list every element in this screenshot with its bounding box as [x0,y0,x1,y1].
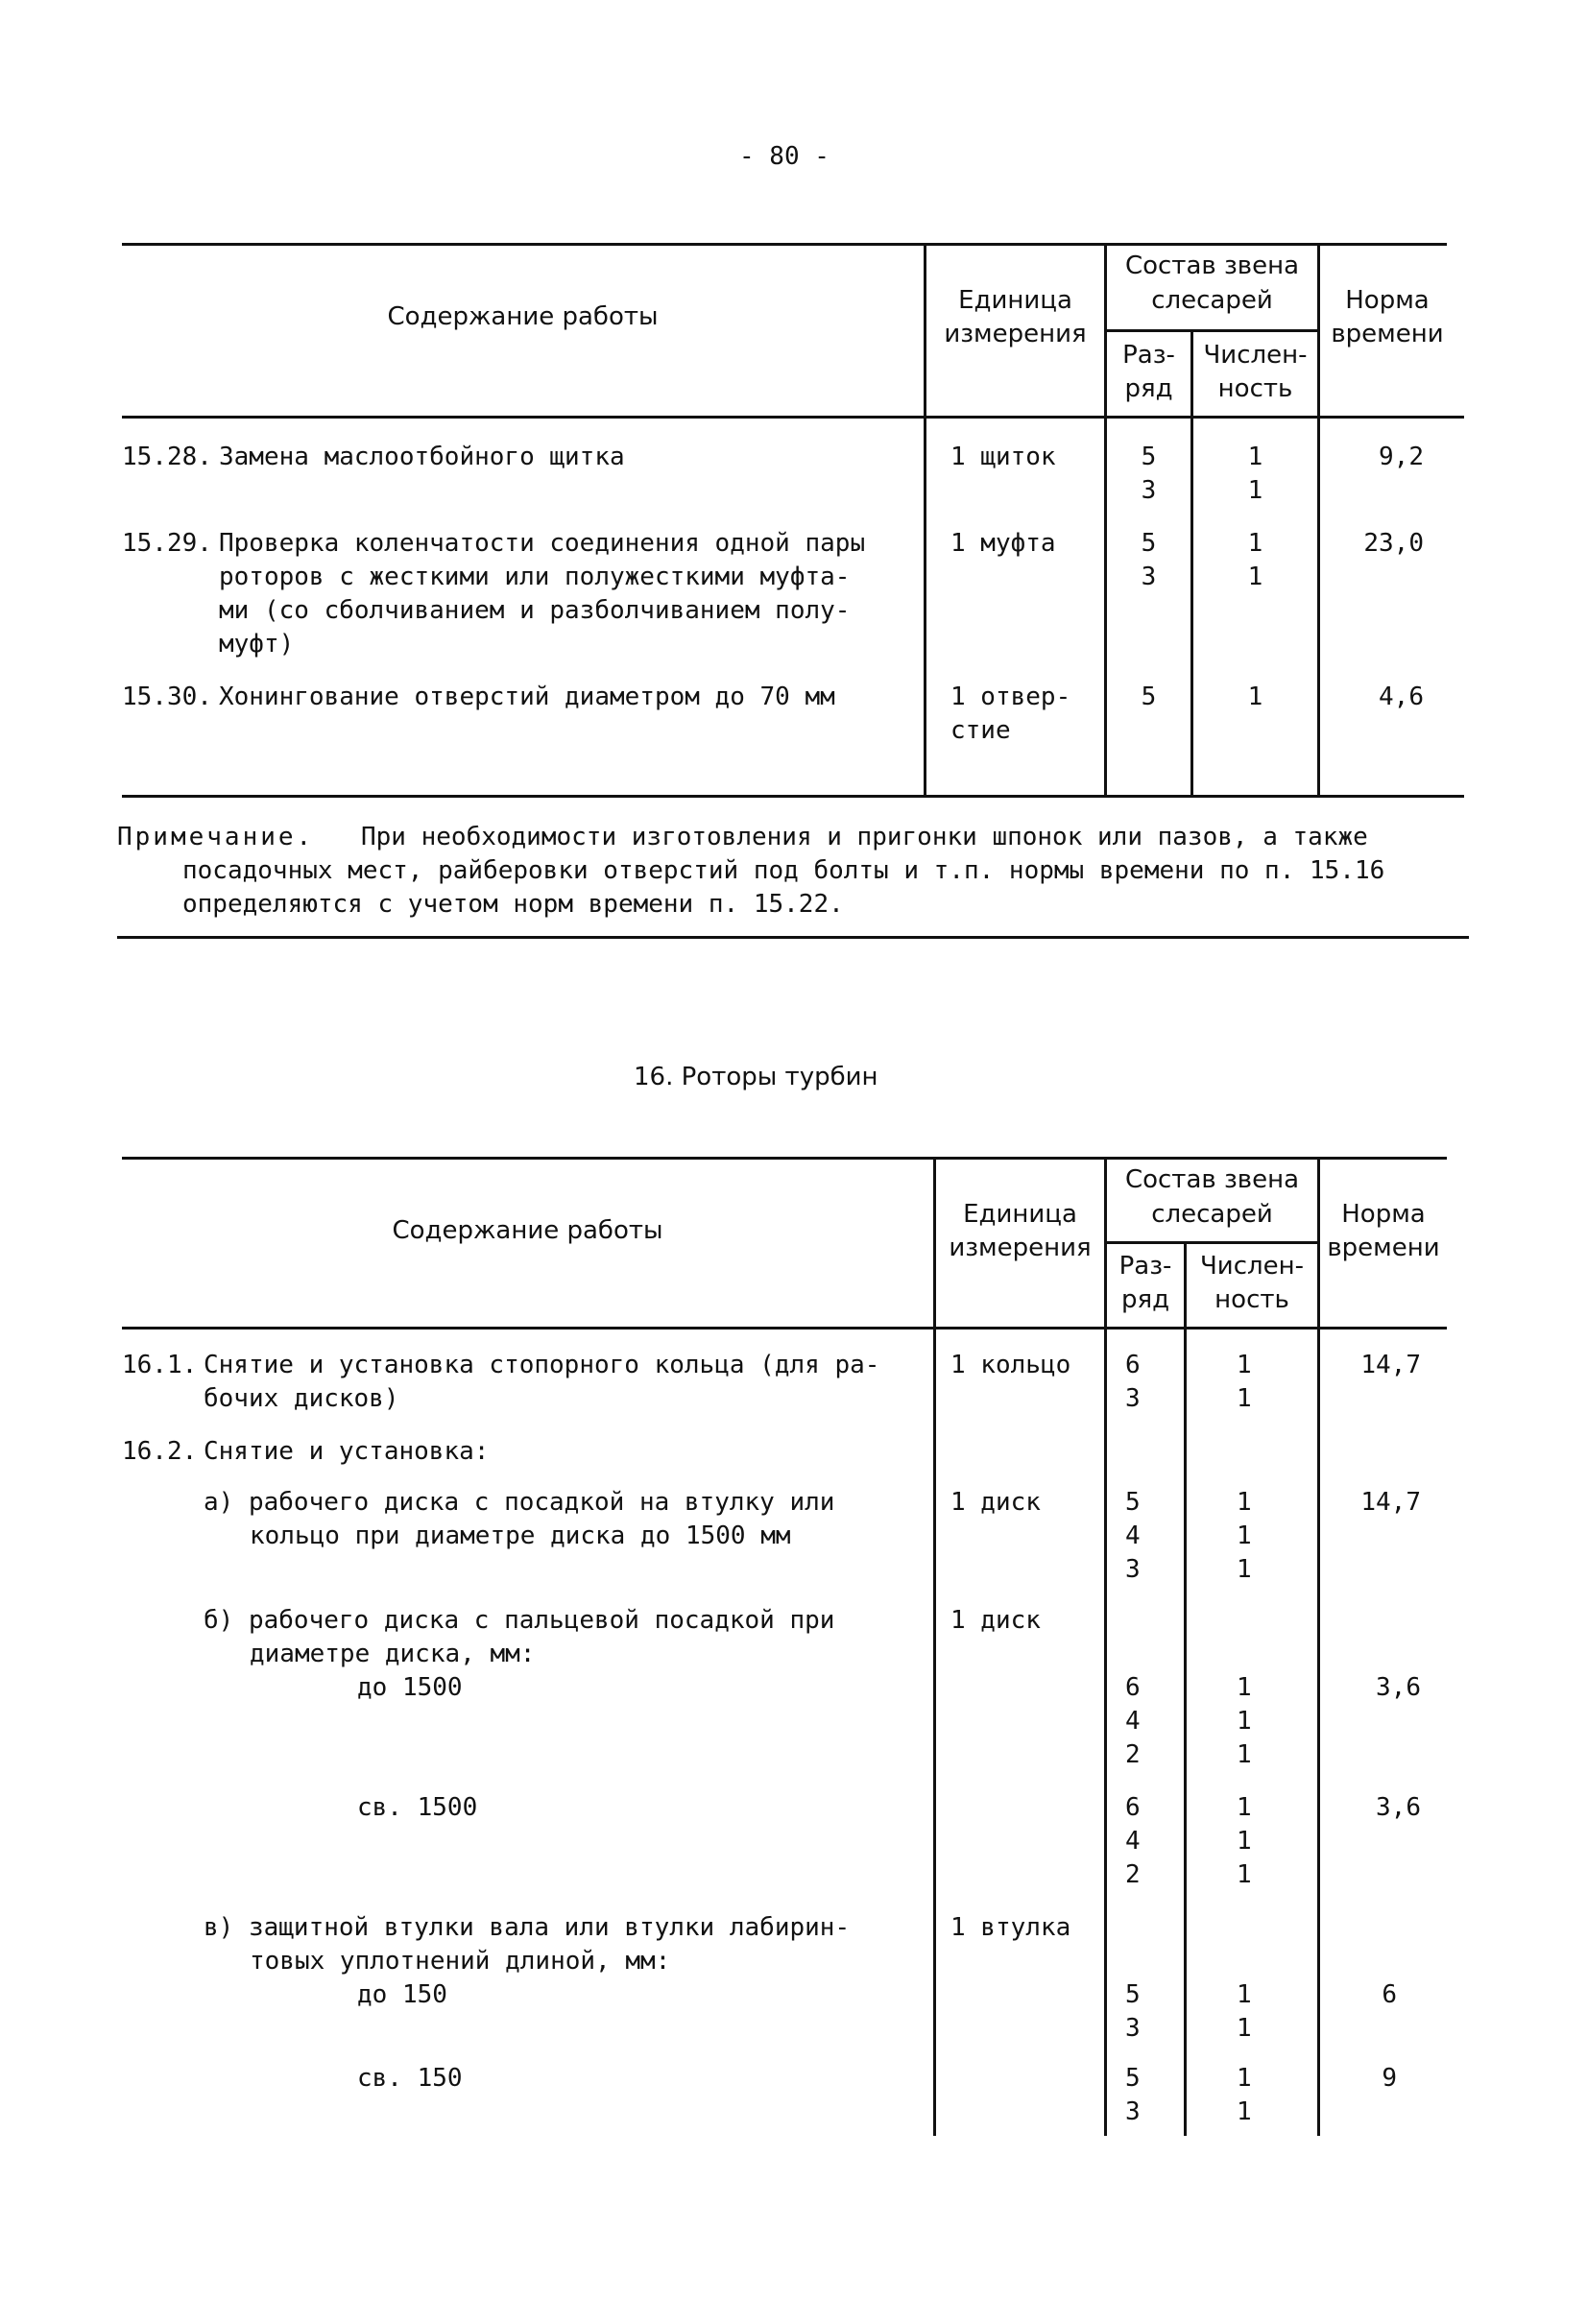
header-norm: времени [1327,1234,1440,1262]
row-number: 15.28. [122,443,212,471]
row-text: бочих дисков) [204,1384,399,1413]
row-unit: 1 щиток [950,443,1056,471]
row-text: в) защитной втулки вала или втулки лабирин- [204,1913,851,1942]
row-unit: 1 диск [950,1606,1041,1635]
table-rule [1104,329,1317,332]
row-text: Проверка коленчатости соединения одной пары [219,529,866,558]
table-rule [122,416,1464,419]
row-text: Снятие и установка: [204,1437,490,1466]
header-norm: Норма [1345,286,1430,315]
row-text: б) рабочего диска с пальцевой посадкой при [204,1606,835,1635]
header-norm: времени [1331,320,1444,348]
row-count: 1 [1237,1351,1252,1379]
page-number: - 80 - [739,142,830,171]
row-unit: 1 муфта [950,529,1056,558]
column-divider [1184,1241,1187,2136]
header-norm: Норма [1341,1200,1426,1229]
row-rank: 4 [1125,1521,1141,1550]
header-count: ность [1217,374,1293,403]
header-rank: ряд [1124,374,1173,403]
row-subitem: св. 150 [357,2064,463,2093]
row-text: ми (со сболчиванием и разболчиванием полу- [219,596,851,625]
row-norm: 3,6 [1376,1673,1421,1702]
row-number: 16.1. [122,1351,198,1379]
row-number: 16.2. [122,1437,198,1466]
header-crew: Состав звена [1124,252,1300,280]
row-count: 1 [1237,1521,1252,1550]
row-rank: 3 [1125,1555,1141,1584]
row-rank: 4 [1125,1827,1141,1856]
row-norm: 23,0 [1363,529,1424,558]
table-rule [122,243,1447,246]
header-count: Числен- [1203,341,1308,370]
row-text: роторов с жесткими или полужесткими муфта- [219,563,851,591]
row-rank: 6 [1125,1673,1141,1702]
row-text: товых уплотнений длиной, мм: [250,1947,671,1976]
row-rank: 4 [1125,1707,1141,1736]
header-rank: Раз- [1122,341,1175,370]
header-rank: Раз- [1118,1252,1172,1281]
header-rank: ряд [1120,1285,1170,1314]
row-unit: 1 кольцо [950,1351,1071,1379]
table-rule [122,795,1464,798]
row-rank: 3 [1125,1384,1141,1413]
row-rank: 3 [1141,563,1157,591]
note-line: определяются с учетом норм времени п. 15.22. [182,890,844,919]
row-rank: 5 [1125,1980,1141,2009]
row-unit: стие [950,716,1011,745]
row-rank: 5 [1125,2064,1141,2093]
row-text: а) рабочего диска с посадкой на втулку или [204,1488,835,1517]
note-label: Примечание. [117,823,315,851]
row-text: Хонингование отверстий диаметром до 70 мм [219,683,835,711]
table-rule [1104,1241,1317,1244]
row-count: 1 [1247,683,1263,711]
row-norm: 6 [1382,1980,1397,2009]
row-count: 1 [1237,2097,1252,2126]
row-count: 1 [1237,1555,1252,1584]
row-rank: 2 [1125,1860,1141,1889]
row-count: 1 [1237,2014,1252,2043]
row-count: 1 [1247,443,1263,471]
row-count: 1 [1247,529,1263,558]
row-rank: 5 [1141,683,1157,711]
row-number: 15.29. [122,529,212,558]
row-number: 15.30. [122,683,212,711]
note-rule [117,936,1469,939]
row-text: муфт) [219,630,295,659]
header-unit: Единица [958,286,1072,315]
row-norm: 3,6 [1376,1793,1421,1822]
row-count: 1 [1237,1793,1252,1822]
header-content: Содержание работы [392,1216,663,1245]
row-rank: 3 [1125,2097,1141,2126]
row-unit: 1 отвер- [950,683,1071,711]
section-title: 16. Роторы турбин [634,1063,878,1091]
row-count: 1 [1237,1707,1252,1736]
row-text: Замена маслоотбойного щитка [219,443,625,471]
row-rank: 3 [1141,476,1157,505]
header-count: ность [1214,1285,1289,1314]
row-norm: 9,2 [1379,443,1424,471]
row-count: 1 [1237,1860,1252,1889]
row-rank: 5 [1141,529,1157,558]
column-divider [1104,243,1107,798]
header-crew: Состав звена [1124,1165,1300,1194]
row-rank: 6 [1125,1351,1141,1379]
row-count: 1 [1237,1980,1252,2009]
row-subitem: св. 1500 [357,1793,478,1822]
row-count: 1 [1237,1827,1252,1856]
header-count: Числен- [1199,1252,1304,1281]
header-content: Содержание работы [387,302,659,331]
header-crew: слесарей [1151,1200,1273,1229]
row-count: 1 [1247,563,1263,591]
row-rank: 5 [1141,443,1157,471]
table-rule [122,1157,1447,1160]
row-rank: 5 [1125,1488,1141,1517]
header-unit: измерения [949,1234,1092,1262]
column-divider [933,1157,936,2136]
table-rule [122,1327,1447,1330]
row-rank: 2 [1125,1740,1141,1769]
row-count: 1 [1237,1384,1252,1413]
note-line: При необходимости изготовления и пригонки шпонок или пазов, а также [361,823,1368,851]
row-count: 1 [1237,2064,1252,2093]
row-count: 1 [1247,476,1263,505]
header-unit: Единица [963,1200,1077,1229]
row-norm: 14,7 [1360,1488,1421,1517]
row-count: 1 [1237,1488,1252,1517]
header-crew: слесарей [1151,286,1273,315]
row-norm: 9 [1382,2064,1397,2093]
row-unit: 1 диск [950,1488,1041,1517]
row-subitem: до 150 [357,1980,447,2009]
row-unit: 1 втулка [950,1913,1071,1942]
header-unit: измерения [944,320,1087,348]
row-rank: 6 [1125,1793,1141,1822]
row-subitem: до 1500 [357,1673,463,1702]
row-count: 1 [1237,1673,1252,1702]
row-norm: 14,7 [1360,1351,1421,1379]
note-line: посадочных мест, райберовки отверстий под болты и т.п. нормы времени по п. 15.16 [182,856,1385,885]
row-rank: 3 [1125,2014,1141,2043]
row-text: диаметре диска, мм: [250,1640,536,1668]
row-norm: 4,6 [1379,683,1424,711]
row-text: Снятие и установка стопорного кольца (для ра- [204,1351,880,1379]
row-text: кольцо при диаметре диска до 1500 мм [250,1521,791,1550]
row-count: 1 [1237,1740,1252,1769]
